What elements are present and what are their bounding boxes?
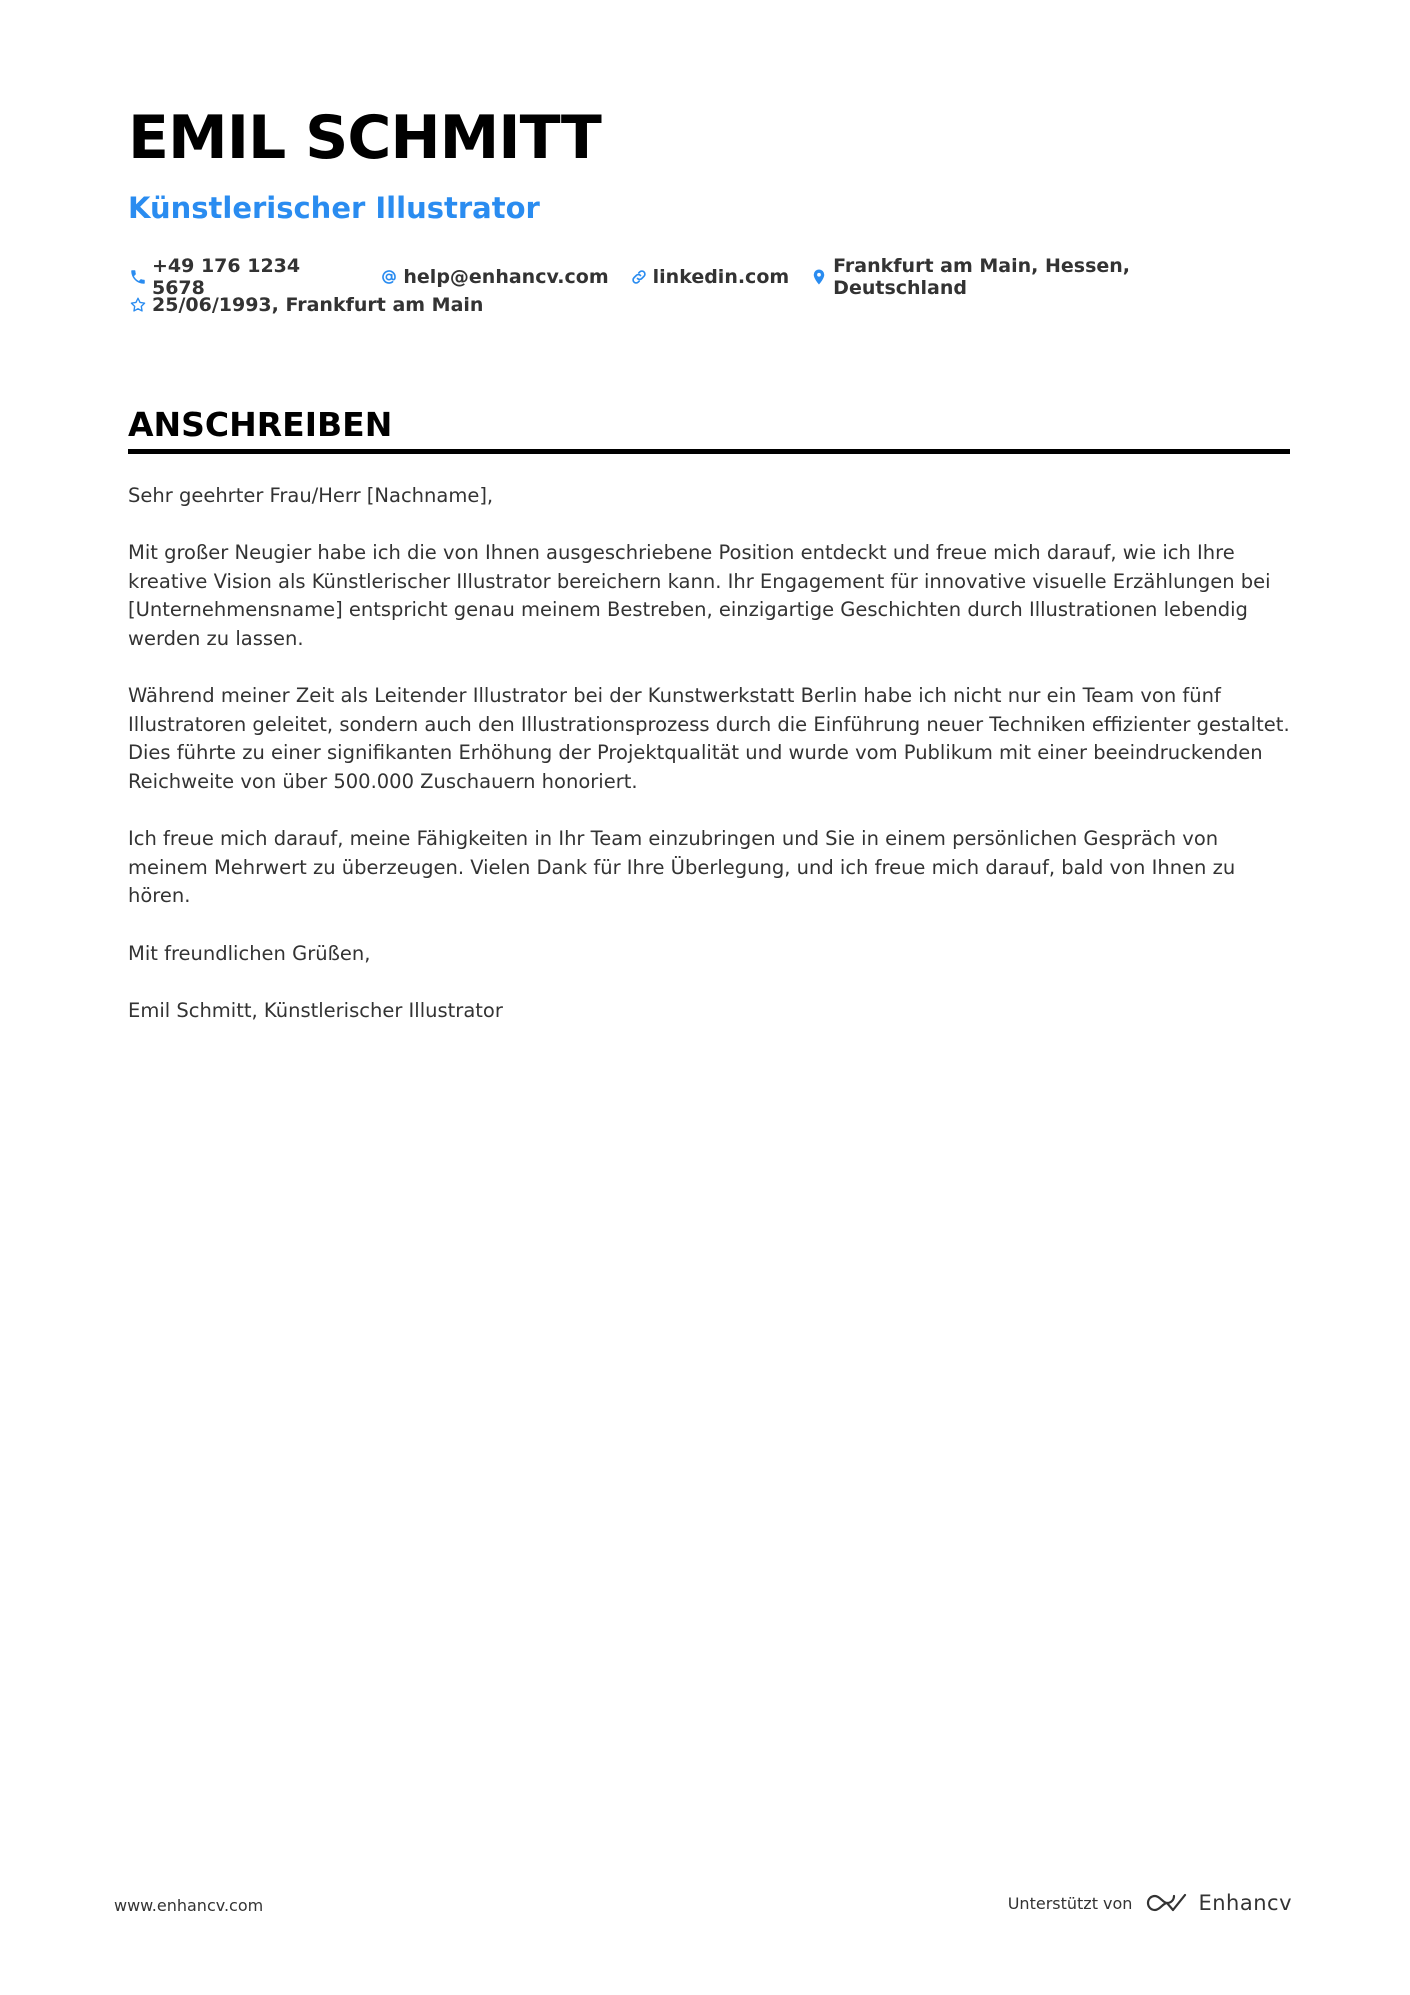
letter-salutation: Sehr geehrter Frau/Herr [Nachname], xyxy=(128,484,494,507)
phone-icon xyxy=(128,267,148,287)
candidate-role: Künstlerischer Illustrator xyxy=(128,191,540,225)
letter-paragraph: Während meiner Zeit als Leitender Illustrator bei der Kunstwerkstatt Berlin habe ich nicht nur ein Team von fünf Illustratoren geleitet, sondern auch den Illustrationsprozess durch die Einführung neuer Techniken effizienter gestaltet. Dies führte zu einer signifikanten Erhöhung der Projektqualität und wurde vom Publikum mit einer beeindruckenden Reichweite von über 500.000 Zuschauern honoriert. xyxy=(128,684,1290,793)
letter-paragraph: Mit großer Neugier habe ich die von Ihnen ausgeschriebene Position entdeckt und freue mich darauf, wie ich Ihre kreative Vision als Künstlerischer Illustrator bereichern kann. Ihr Engagement für innovative visuelle Erzählungen bei [Unternehmensname] entspricht genau meinem Bestreben, einzigartige Geschichten durch Illustrationen lebendig werden zu lassen. xyxy=(128,541,1271,650)
contact-email[interactable] xyxy=(379,266,608,288)
phone-text: +49 176 1234 5678 xyxy=(151,255,301,299)
enhancv-logo[interactable] xyxy=(1144,1890,1292,1916)
enhancv-logo-icon xyxy=(1144,1890,1190,1916)
map-pin-icon xyxy=(809,267,829,287)
star-icon xyxy=(128,295,148,315)
footer-website[interactable]: www.enhancv.com xyxy=(114,1896,264,1915)
enhancv-logo-text: Enhancv xyxy=(1198,1891,1292,1915)
candidate-name: EMIL SCHMITT xyxy=(128,103,601,173)
location-text: Frankfurt am Main, Hessen, Deutschland xyxy=(833,255,1131,299)
section-title: ANSCHREIBEN xyxy=(128,405,393,444)
email-text[interactable]: help@enhancv.com xyxy=(403,266,609,288)
at-icon xyxy=(379,267,399,287)
footer-branding xyxy=(1008,1890,1292,1916)
contact-phone xyxy=(128,255,359,299)
letter-signature: Emil Schmitt, Künstlerischer Illustrator xyxy=(128,998,503,1022)
section-divider xyxy=(128,449,1290,454)
linkedin-text[interactable]: linkedin.com xyxy=(652,266,790,288)
link-icon xyxy=(629,267,649,287)
birth-text: 25/06/1993, Frankfurt am Main xyxy=(152,294,484,316)
contact-location xyxy=(809,255,1270,299)
contact-row-primary xyxy=(128,255,1290,299)
letter-body xyxy=(128,482,1290,1054)
contact-birth xyxy=(128,294,483,316)
contact-linkedin[interactable] xyxy=(629,266,790,288)
powered-by-text: Unterstützt von xyxy=(1007,1893,1133,1913)
letter-closing: Mit freundlichen Grüßen, xyxy=(128,941,371,965)
letter-paragraph: Ich freue mich darauf, meine Fähigkeiten in Ihr Team einzubringen und Sie in einem persönlichen Gespräch von meinem Mehrwert zu überzeugen. Vielen Dank für Ihre Überlegung, und ich freue mich darauf, bald von Ihnen zu hören. xyxy=(128,827,1236,908)
contact-row-secondary xyxy=(128,294,503,316)
